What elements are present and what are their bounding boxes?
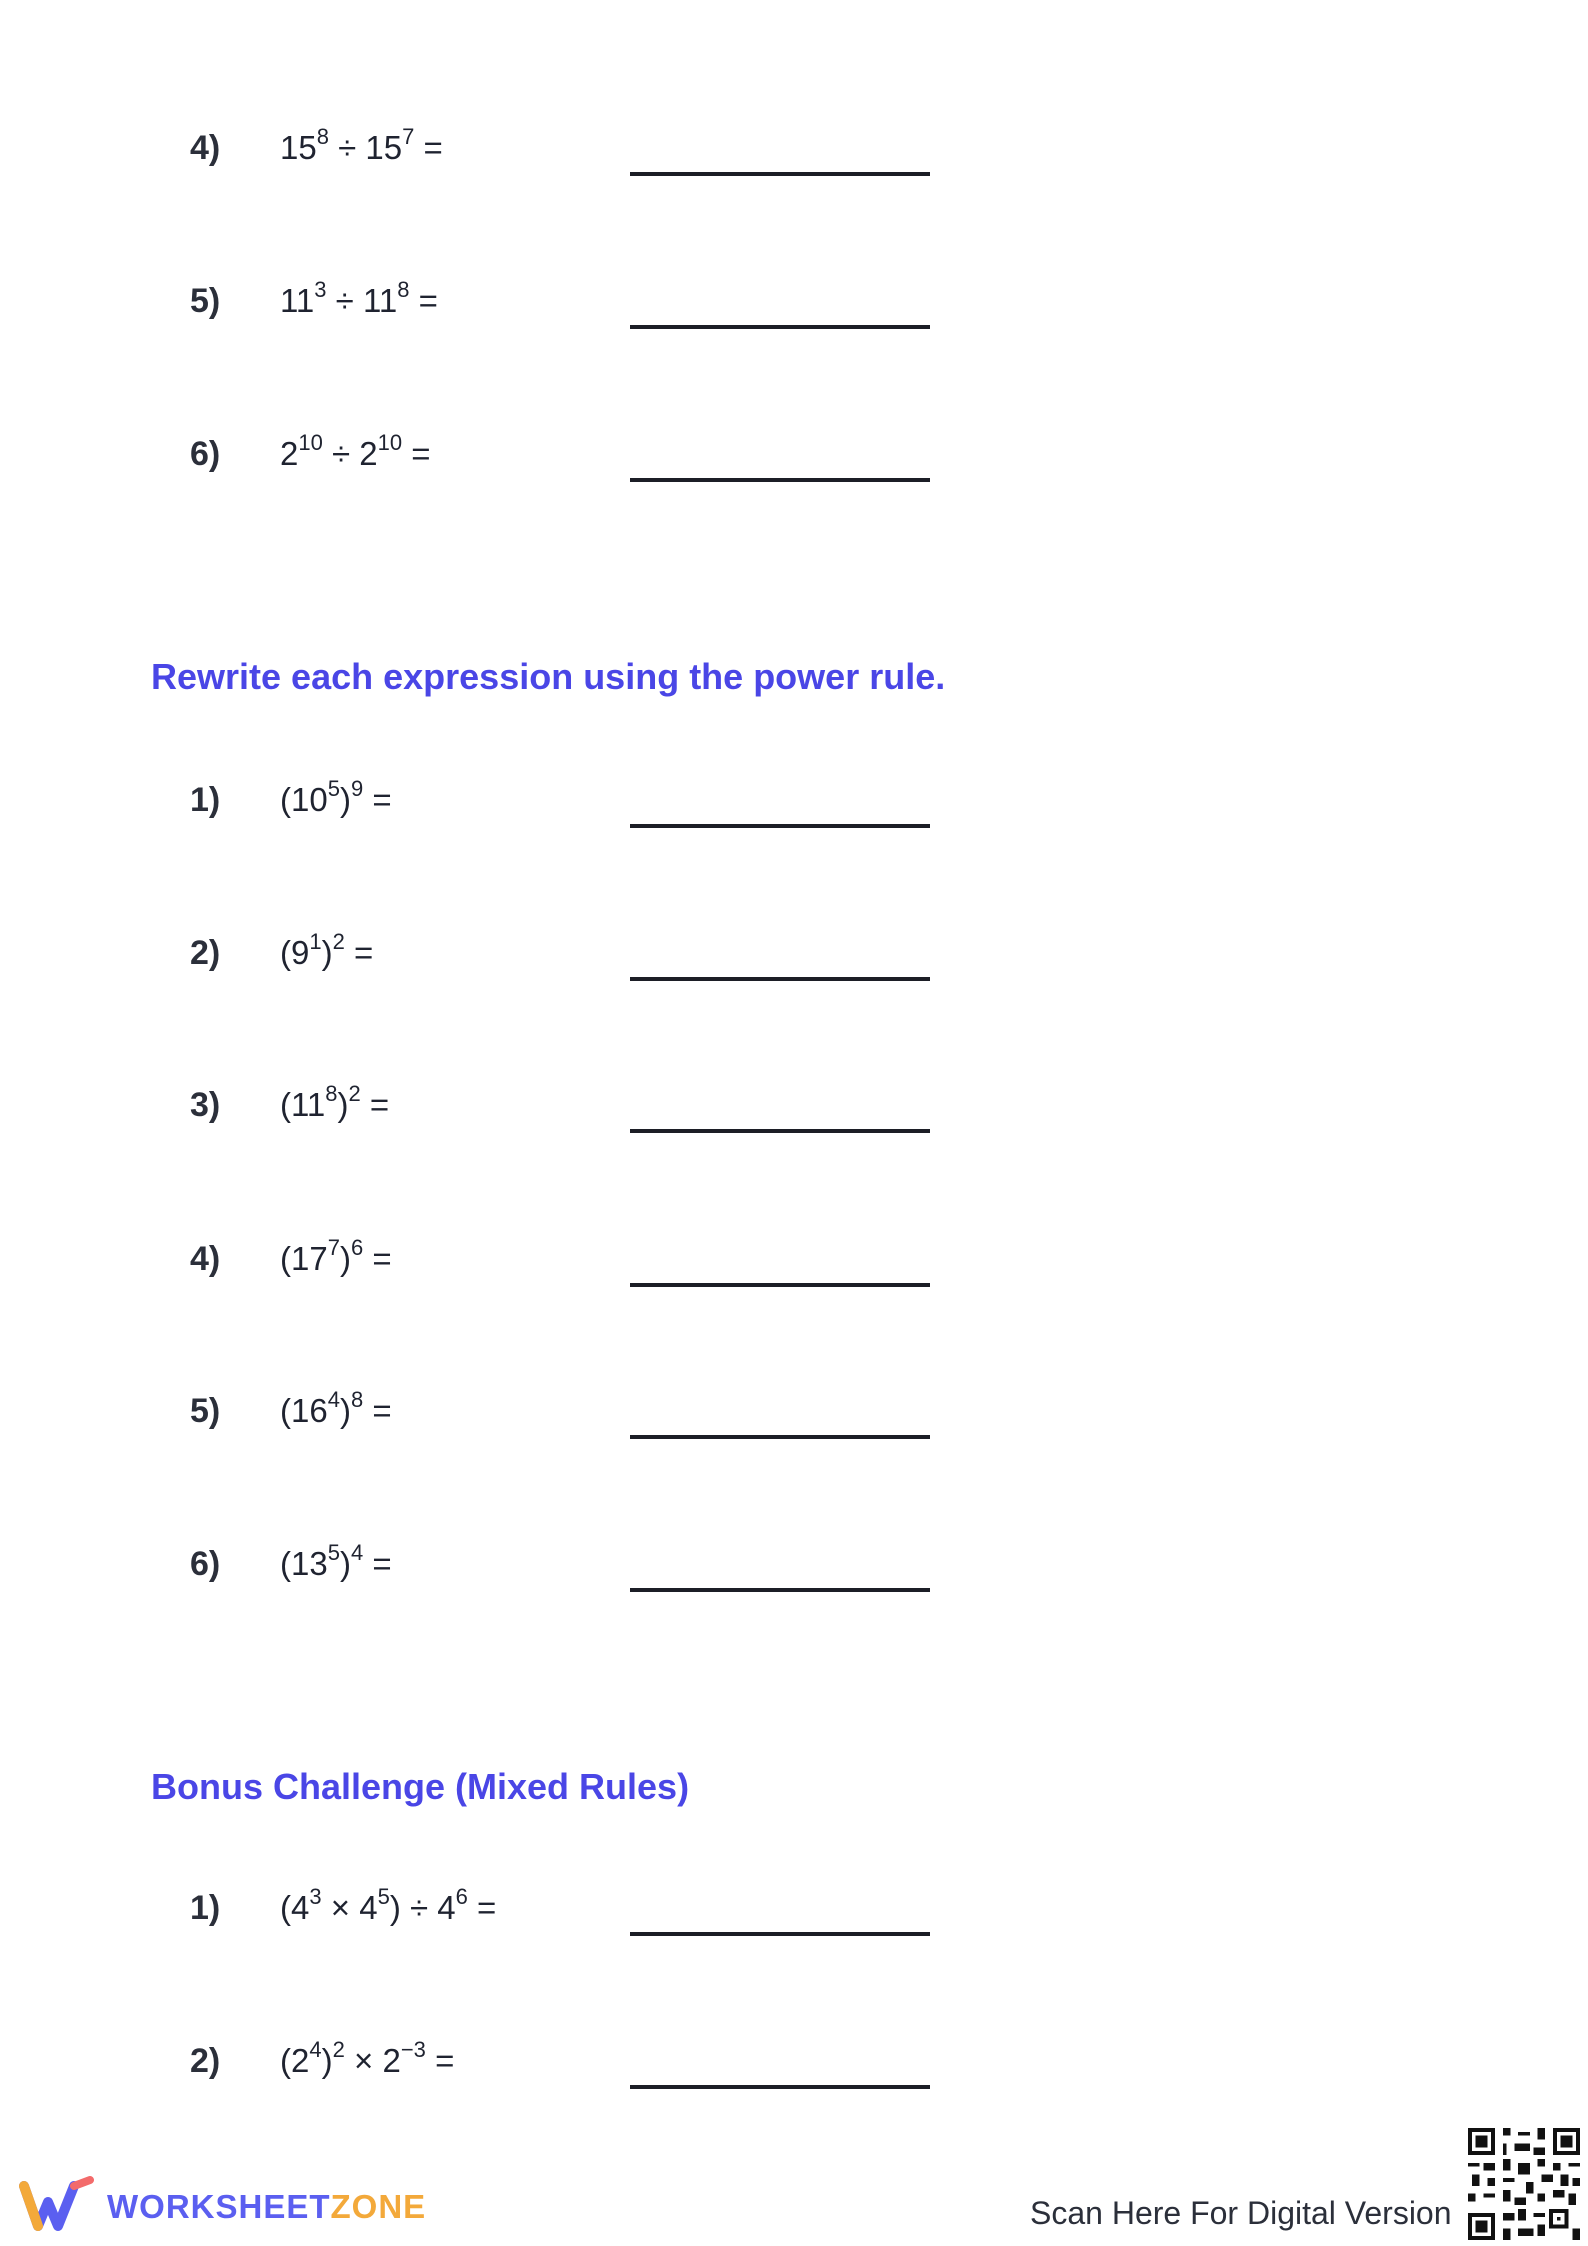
problem-expression: $11^3 \div 11^8$ =: [280, 277, 438, 319]
problem-expression: $(17^7)^6$ =: [280, 1235, 392, 1277]
problem-expression: $(13^5)^4$ =: [280, 1540, 392, 1582]
problem-number: 3): [190, 1086, 221, 1124]
problem-number: 2): [190, 934, 221, 972]
answer-blank[interactable]: [630, 172, 930, 176]
section-heading: Bonus Challenge (Mixed Rules): [151, 1766, 690, 1807]
problem-row: [0, 1065, 1588, 1145]
problem-expression: $(9^1)^2$ =: [280, 929, 374, 971]
answer-blank[interactable]: [630, 1588, 930, 1592]
problem-row: [0, 1371, 1588, 1451]
answer-blank[interactable]: [630, 478, 930, 482]
problem-expression: $15^8 \div 15^7$ =: [280, 124, 443, 166]
problem-row: [0, 1524, 1588, 1604]
problem-row: [0, 2021, 1588, 2101]
problem-row: [0, 261, 1588, 341]
problem-number: 5): [190, 1392, 221, 1430]
problem-number: 4): [190, 129, 221, 167]
problem-row: [0, 108, 1588, 188]
problem-row: [0, 760, 1588, 840]
problem-number: 6): [190, 1545, 221, 1583]
problem-number: 4): [190, 1240, 221, 1278]
answer-blank[interactable]: [630, 1283, 930, 1287]
problem-row: [0, 414, 1588, 494]
answer-blank[interactable]: [630, 1435, 930, 1439]
answer-blank[interactable]: [630, 2085, 930, 2089]
answer-blank[interactable]: [630, 1932, 930, 1936]
problem-expression: $(10^5)^9$ =: [280, 776, 392, 818]
section-heading: Rewrite each expression using the power rule.: [151, 656, 946, 697]
problem-row: [0, 913, 1588, 993]
problem-number: 2): [190, 2042, 221, 2080]
problem-expression: $(16^4)^8$ =: [280, 1387, 392, 1429]
answer-blank[interactable]: [630, 824, 930, 828]
problem-expression: $(2^4)^2 \times 2^{-3}$ =: [280, 2037, 455, 2079]
problem-number: 5): [190, 282, 221, 320]
answer-blank[interactable]: [630, 1129, 930, 1133]
answer-blank[interactable]: [630, 977, 930, 981]
problem-row: [0, 1219, 1588, 1299]
problem-number: 1): [190, 781, 221, 819]
problem-number: 1): [190, 1889, 221, 1927]
problem-expression: $(11^8)^2$ =: [280, 1081, 390, 1123]
brand-name[interactable]: WORKSHEETZONE: [107, 2188, 427, 2225]
problem-expression: $(4^3 \times 4^5) \div 4^6$ =: [280, 1884, 497, 1926]
problem-number: 6): [190, 435, 221, 473]
worksheetzone-logo-icon[interactable]: [18, 2176, 98, 2236]
scan-caption: Scan Here For Digital Version: [1030, 2195, 1452, 2231]
answer-blank[interactable]: [630, 325, 930, 329]
problem-expression: $2^{10} \div 2^{10}$ =: [280, 430, 431, 472]
problem-row: [0, 1868, 1588, 1948]
qr-code-icon[interactable]: [1468, 2128, 1580, 2240]
